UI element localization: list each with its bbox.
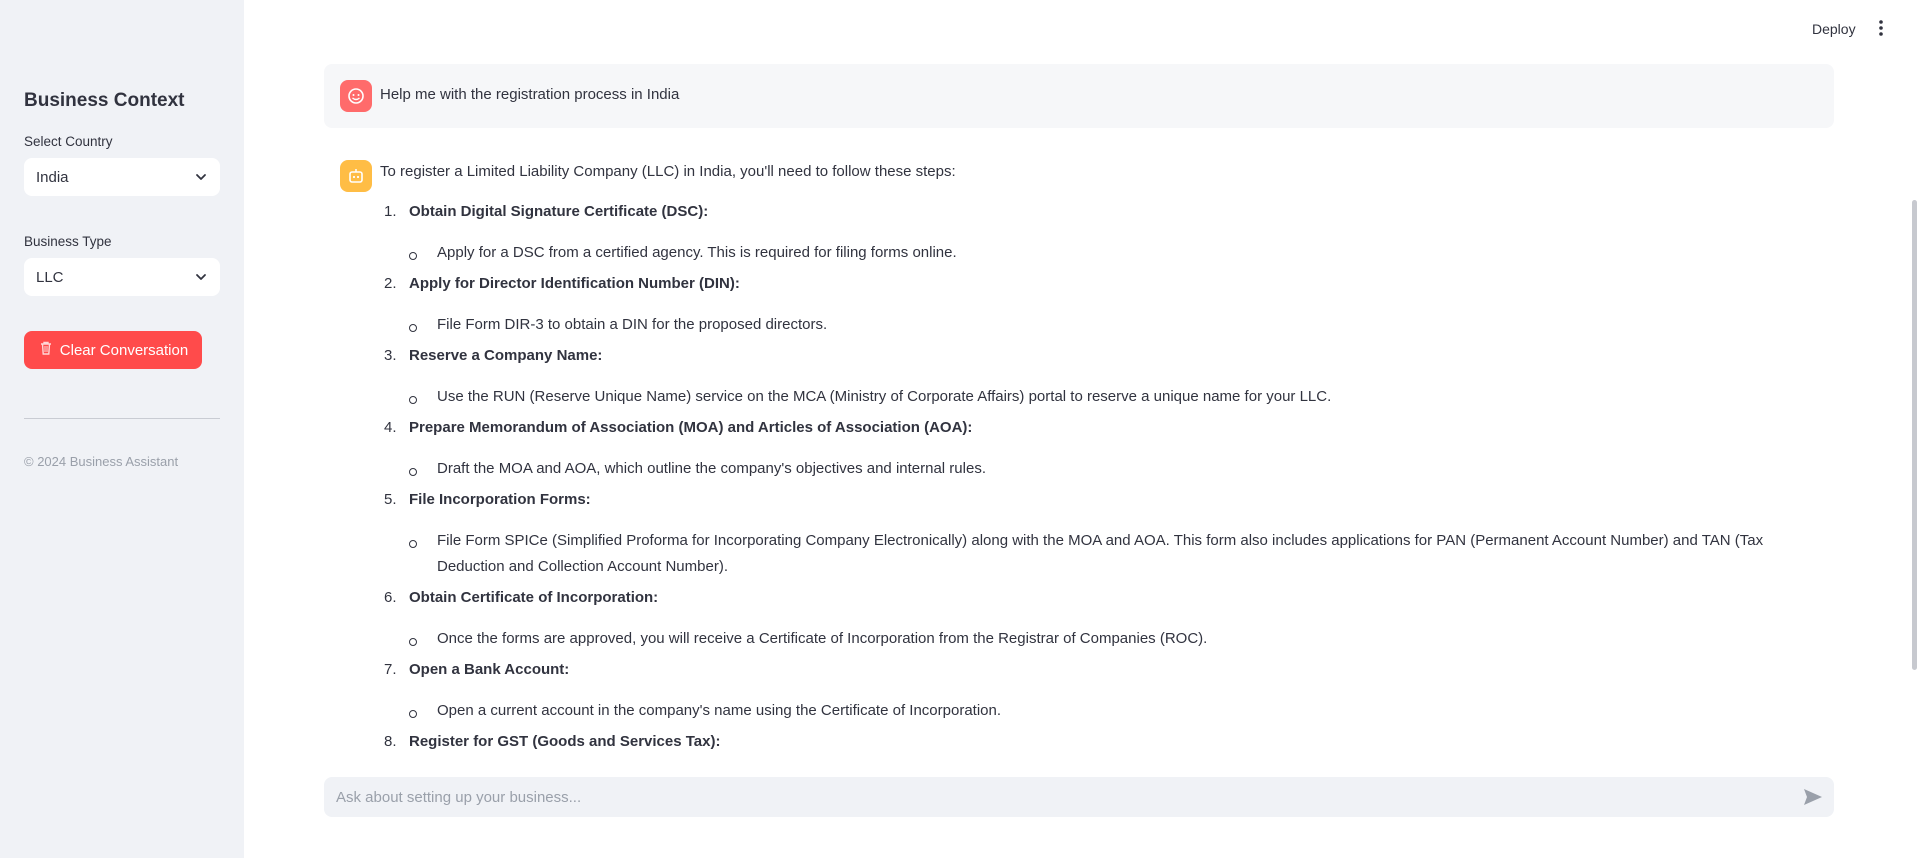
business-type-label: Business Type — [24, 234, 112, 249]
step-number: 2. — [384, 275, 397, 292]
step-title: Prepare Memorandum of Association (MOA) and Articles of Association (AOA): — [409, 419, 973, 436]
clear-conversation-label: Clear Conversation — [59, 341, 189, 359]
step-item — [378, 584, 1828, 652]
business-type-select-value: LLC — [36, 268, 64, 286]
step-item — [378, 342, 1828, 410]
step-title: Apply for Director Identification Number (DIN): — [409, 275, 740, 292]
bullet-icon — [409, 324, 417, 332]
step-detail: File Form SPICe (Simplified Proforma for Incorporating Company Electronically) along with the MOA and AOA. This form also includes applications for PAN (Permanent Account Number) and TAN (Tax Deduction and Collection Account Number). — [437, 532, 1764, 575]
assistant-avatar — [340, 160, 372, 192]
step-title: Obtain Certificate of Incorporation: — [409, 589, 659, 606]
step-number: 8. — [384, 733, 397, 750]
assistant-intro: To register a Limited Liability Company (LLC) in India, you'll need to follow these steps: — [380, 163, 956, 180]
step-number: 7. — [384, 661, 397, 678]
step-detail: Once the forms are approved, you will receive a Certificate of Incorporation from the Registrar of Companies (ROC). — [437, 630, 1208, 647]
sidebar — [0, 0, 244, 858]
step-item — [378, 414, 1828, 482]
user-avatar — [340, 80, 372, 112]
user-message-text: Help me with the registration process in India — [380, 86, 680, 103]
step-title: File Incorporation Forms: — [409, 491, 591, 508]
step-number: 3. — [384, 347, 397, 364]
step-detail: Draft the MOA and AOA, which outline the company's objectives and internal rules. — [437, 460, 986, 477]
step-number: 6. — [384, 589, 397, 606]
country-label: Select Country — [24, 134, 113, 149]
step-number: 5. — [384, 491, 397, 508]
step-number: 4. — [384, 419, 397, 436]
step-detail: Open a current account in the company's name using the Certificate of Incorporation. — [437, 702, 1002, 719]
trash-icon — [38, 340, 54, 360]
deploy-button[interactable]: Deploy — [1812, 21, 1856, 37]
step-detail: Use the RUN (Reserve Unique Name) service on the MCA (Ministry of Corporate Affairs) portal to reserve a unique name for your LLC. — [437, 388, 1332, 405]
step-item — [378, 728, 1828, 756]
send-icon[interactable] — [1802, 787, 1824, 807]
country-select-value: India — [36, 168, 69, 186]
step-number: 1. — [384, 203, 397, 220]
chat-input-container[interactable] — [324, 777, 1834, 817]
step-item — [378, 486, 1828, 580]
clear-conversation-button[interactable] — [24, 331, 202, 369]
bullet-icon — [409, 468, 417, 476]
sidebar-footer: © 2024 Business Assistant — [24, 454, 179, 469]
chevron-down-icon — [194, 270, 208, 284]
step-title: Obtain Digital Signature Certificate (DSC): — [409, 203, 709, 220]
kebab-icon[interactable] — [1874, 18, 1888, 38]
step-title: Register for GST (Goods and Services Tax): — [409, 733, 721, 750]
bullet-icon — [409, 638, 417, 646]
business-type-select[interactable] — [24, 258, 220, 296]
user-message — [324, 64, 1834, 128]
sidebar-divider — [24, 418, 220, 419]
step-item — [378, 656, 1828, 724]
chat-input[interactable] — [334, 788, 1778, 807]
bullet-icon — [409, 540, 417, 548]
bullet-icon — [409, 710, 417, 718]
step-detail: File Form DIR-3 to obtain a DIN for the proposed directors. — [437, 316, 828, 333]
step-item — [378, 270, 1828, 338]
robot-icon — [347, 167, 365, 185]
scrollbar[interactable] — [1912, 200, 1917, 670]
user-face-icon — [347, 87, 365, 105]
country-select[interactable] — [24, 158, 220, 196]
bullet-icon — [409, 252, 417, 260]
steps-list — [378, 198, 1828, 756]
step-detail: Apply for a DSC from a certified agency. This is required for filing forms online. — [437, 244, 957, 261]
bullet-icon — [409, 396, 417, 404]
step-title: Reserve a Company Name: — [409, 347, 603, 364]
chevron-down-icon — [194, 170, 208, 184]
sidebar-title: Business Context — [24, 90, 185, 111]
step-title: Open a Bank Account: — [409, 661, 570, 678]
step-item — [378, 198, 1828, 266]
